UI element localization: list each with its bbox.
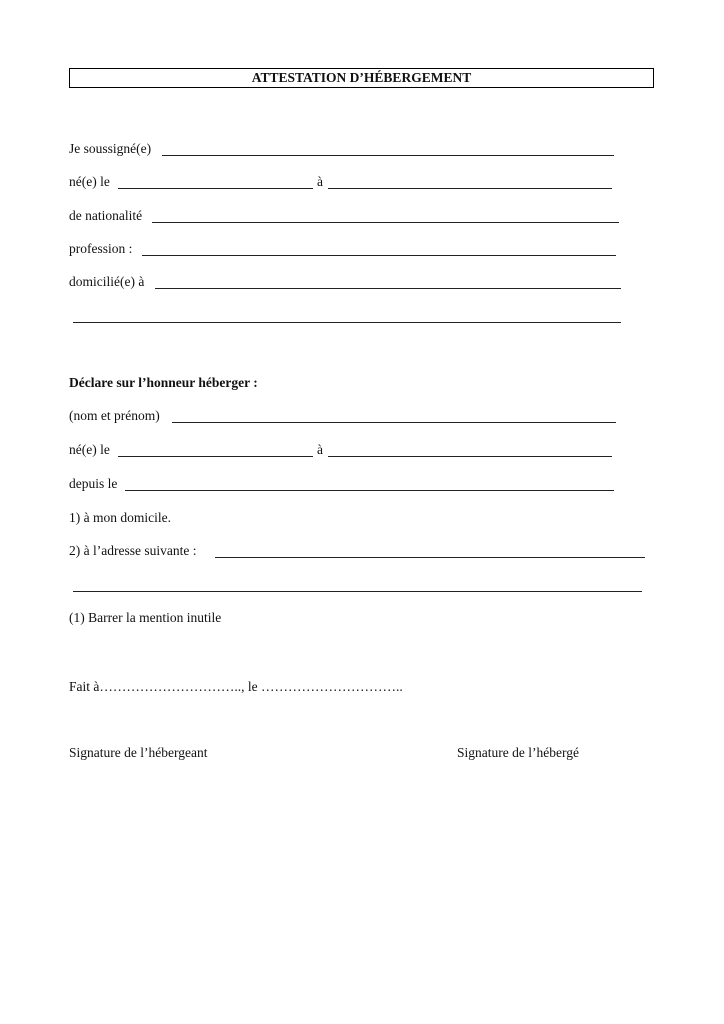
option-domicile: 1) à mon domicile.: [69, 510, 171, 525]
option-adresse-label: 2) à l’adresse suivante :: [69, 543, 197, 558]
signature-hebergeant-label: Signature de l’hébergeant: [69, 745, 208, 760]
profession-field-line[interactable]: [142, 255, 616, 256]
declaration-heading: Déclare sur l’honneur héberger :: [69, 375, 258, 390]
soussigne-label: Je soussigné(e): [69, 141, 152, 156]
domicile-field-line-2[interactable]: [73, 322, 621, 323]
profession-label: profession :: [69, 241, 133, 256]
nationalite-field-line[interactable]: [152, 222, 619, 223]
soussigne-field-line[interactable]: [162, 155, 614, 156]
heberge-ne-le-label: né(e) le: [69, 442, 110, 457]
lieu-naissance-label: à: [317, 174, 323, 189]
signature-heberge-label: Signature de l’hébergé: [457, 745, 579, 760]
adresse-field-line-2[interactable]: [73, 591, 642, 592]
fait-a-line[interactable]: Fait à………………………….., le …………………………..: [69, 679, 403, 694]
nom-label: (nom et prénom): [69, 408, 160, 423]
ne-le-label: né(e) le: [69, 174, 110, 189]
heberge-lieu-label: à: [317, 442, 323, 457]
heberge-date-field-line[interactable]: [118, 456, 313, 457]
domicile-field-line[interactable]: [155, 288, 621, 289]
domicile-label: domicilié(e) à: [69, 274, 145, 289]
nom-field-line[interactable]: [172, 422, 616, 423]
depuis-field-line[interactable]: [125, 490, 614, 491]
heberge-lieu-field-line[interactable]: [328, 456, 612, 457]
lieu-naissance-field-line[interactable]: [328, 188, 612, 189]
mention-note: (1) Barrer la mention inutile: [69, 610, 222, 625]
adresse-field-line[interactable]: [215, 557, 645, 558]
depuis-label: depuis le: [69, 476, 118, 491]
date-naissance-field-line[interactable]: [118, 188, 313, 189]
document-title: ATTESTATION D’HÉBERGEMENT: [69, 68, 654, 88]
nationalite-label: de nationalité: [69, 208, 143, 223]
